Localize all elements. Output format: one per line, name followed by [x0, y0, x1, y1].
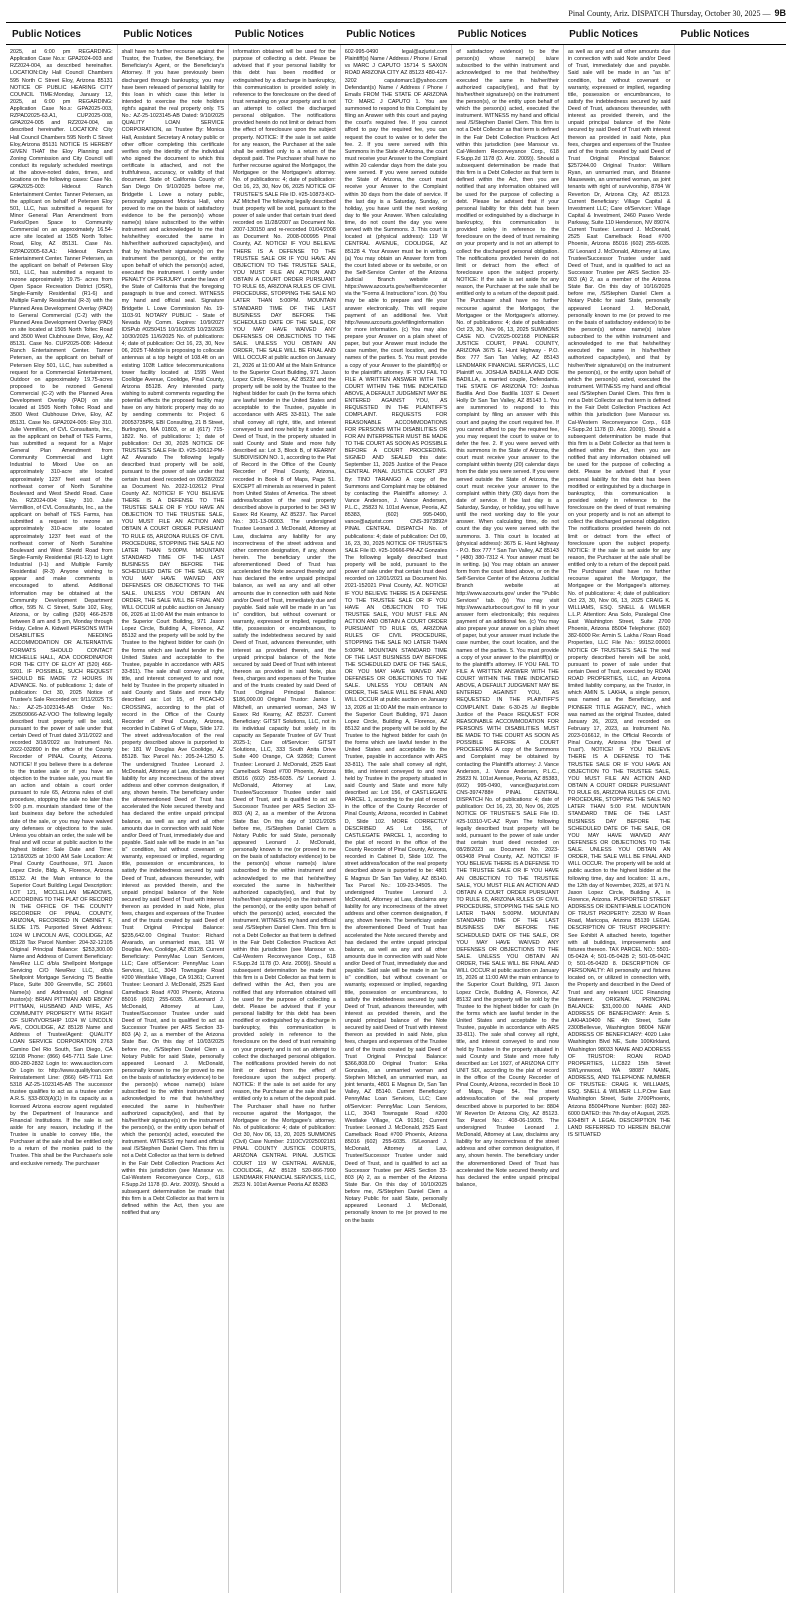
section-header: Public Notices: [6, 29, 117, 45]
section-header: Public Notices: [675, 29, 786, 45]
masthead: [6, 6, 786, 23]
section-header: Public Notices: [340, 29, 451, 45]
notice-column: 2025, at 6:00 pm REGARDING: Application Case No.s: GPA2024-003 and RZ2024-004, as described hereinafter. LOCATION:City Hall Council Chambers 595 North C Street Eloy, Arizona 85131 NOTICE OF PUBLIC HEARING CITY COUNCIL TIME:Monday, January 12, 2025, at 6:00 pm REGARDING: Application Case No.s: GPA2025-003, RZPAD2025-63.A1, CUP2025-008, GPA2024-005 and RZ2024-004, as described hereinafter. LOCATION: City Hall Council Chambers 595 North C Street Eloy,Arizona 85131 NOTICE IS HEREBY GIVEN THAT the Eloy Planning and Zoning Commission and City Council will conduct its regularly scheduled meetings at the above-noted dates, times, and locations on the following cases: Case No. GPA2025-003: Hideout Ranch Entertainment Center. Tanner Petersen, as the applicant on behalf of Petersen Eloy 501, LLC, has submitted a request for Minor General Plan Amendment from Parks/Open Space to Community Commercial on an approximately 16.54-acre site located at 1505 North Toltec Road, Eloy, AZ 85131. Case No. RZPAD2005-63.A1: Hideout Ranch Entertainment Center. Tanner Petersen, as the applicant on behalf of Petersen Eloy 501, LLC, has submitted a request to rezone approximately 19.75- acres from Open Space Recreation District (OSR), Single-Family Residential (R1-6) and Multiple Family Residential (R-3) with the Planned Area Development Overlay (PAD) to General Commercial (C-2) with the Planned Area Development Overlay (PAD) on site located at 1505 North Toltec Road and 3500 West Clubhouse Drive, Eloy, AZ 85131. Case No. CUP2025-008: Hideout Ranch Entertainment Center. Tanner Petersen, as the applicant on behalf of Petersen Eloy 501, LLC, has submitted a request for a Commercial Entertainment, Outdoor on approximately 19.75-acres proposed to be rezoned General Commercial (C-2) with the Planned Area Development Overlay (PAD) on site located at 1505 North Toltec Road and 3500 West Clubhouse Drive, Eloy, AZ 85131. Case No. GPA2024-005: Eloy 310. Julie Vermillion, of CVL Consultants, Inc., as the applicant on behalf of TES Farms, has submitted a request for a Major General Plan Amendment from Community Commercial and Light Industrial to Mixed Use on an approximately 310-acre site located approximately 1237 feet east of the northeast corner of North Sunshine Boulevard and West Shedd Road. Case No. RZ2024-004: Eloy 310. Julie Vermillion, of CVL Consultants, Inc., as the applicant on behalf of TES Farms, has submitted a request to rezone an approximately 310-acre site located approximately 1237 feet east of the northeast corner of North Sunshine Boulevard and West Shedd Road from Single-Family Residential (R1-12) to Light Industrial (I-1) and Multiple Family Residential (R-3) Anyone wishing to appear and make comments is encouraged to attend. Additional information may be obtained at the Community Development Department office, 595 N. C Street, Suite 102, Eloy, Arizona, or by calling (520) 466-2578 between 8 am and 5 pm, Monday through Friday. Celine A. Kidwell PERSONS WITH DISABILITIES NEEDING ACCOMMODATION OR ALTERNATIVE FORMATS SHOULD CONTACT MICHELLE HALL, ADA COORDINATOR FOR THE CITY OF ELOY AT (520) 466-9201. IF POSSIBLE, SUCH REQUEST SHOULD BE MADE 72 HOURS IN ADVANCE. No. of publications: 1; date of publication: Oct 30, 2025 Notice of Trustee's Sale Recorded on: 9/11/2025 TS No.: AZ-25-1023145-AB Order No.: 250509066-AZ-VOO The following legally described trust property will be sold, pursuant to the power of sale under that certain Deed of Trust dated 3/11/2022 and recorded 3/18/2022 as Instrument No. 2022-032890 in the office of the County Recorder of PINAL County, Arizona. NOTICE! If you believe there is a defense to the trustee sale or if you have an objection to the trustee sale, you must file an action and obtain a court order pursuant to rule 65, Arizona rules of civil procedure, stopping the sale no later than 5:00 p.m. mountain standard time of the last business day before the scheduled date of the sale, or you may have waived any defenses or objections to the sale. Unless you obtain an order, the sale will be final and will occur at public auction to the highest bidder: Sale Date and Time: 12/18/2025 at 10:00 AM Sale Location: At Pinal County Courthouse, 971 Jason Lopez Circle, Bldg. A, Florence, Arizona 85132. At the Main entrance to the Superior Court Building Legal Description: LOT 121, MCCLELLAN MEADOWS, ACCORDING TO THE PLAT OF RECORD IN THE OFFICE OF THE COUNTY RECORDER OF PINAL COUNTY, ARIZONA, RECORDED IN CABINET F, SLIDE 175. Purported Street Address: 1024 W LINCOLN AVE, COOLIDGE, AZ 85128 Tax Parcel Number: 204-32-12105 Original Principal Balance: $253,300.00 Name and Address of Current Beneficiary: NewRez LLC d/b/a Shellpoint Mortgage Servicing C/O NewRez LLC, d/b/a Shellpoint Mortgage Servicing 75 Beattie Place, Suite 300 Greenville, SC 29601 Name(s) and Address(s) of Original trustor(s): BRIAN PITTMAN AND EBONY PITTMAN, HUSBAND AND WIFE, AS COMMUNITY PROPERTY WITH RIGHT OF SURVIVORSHIP 1024 W LINCOLN AVE, COOLIDGE, AZ 85128 Name and Address of Trustee/Agent: QUALITY LOAN SERVICE CORPORATION 2763 Camino Del Rio South, San Diego, CA 92108 Phone: (866) 645-7711 Sale Line: 800-280-2832 Login to: www.auction.com Or Login to: http://www.qualityloan.com Reinstatement Line: (866) 645-7711 Ext 5318 AZ-25-1023145-AB The successor trustee qualifies to act as a trustee under A.R.S. §33-803(A)(1) in its capacity as a licensed Arizona escrow agent regulated by the Department of Insurance and Financial Institutions. If the sale is set aside for any reason, including if the Trustee is unable to convey title, the Purchaser at the sale shall be entitled only to a return of the monies paid to the Trustee. This shall be the Purchaser's sole and exclusive remedy. The purchaser: [6, 45, 118, 1593]
masthead-title: Pinal County, Ariz. DISPATCH Thursday, October 30, 2025 —: [568, 8, 771, 18]
notice-column: shall have no further recourse against the Trustor, the Trustee, the Beneficiary, the Beneficiary's Agent, or the Beneficiary's Attorney. If you have previously been discharged through bankruptcy, you may have been released of personal liability for this loan in which case this letter is intended to exercise the note holders right's against the real property only. TS No.: AZ-25-1023145-AB Dated: 9/10/2025 QUALITY LOAN SERVICE CORPORATION, as Trustee By: Monica Hall, Assistant Secretary A notary public or other officer completing this certificate verifies only the identity of the individual who signed the document to which this certificate is attached, and not the truthfulness, accuracy, or validity of that document. State of: California County of: San Diego On 9/10/2025 before me, Bridgette L Lowe a notary public, personally appeared Monica Hall, who proved to me on the basis of satisfactory evidence to be the person(s) whose name(s) is/are subscribed to the within instrument and acknowledged to me that he/she/they executed the same in his/her/their authorized capacity(ies), and that by his/her/their signature(s) on the instrument the person(s), or the entity upon behalf of which the person(s) acted, executed the instrument. I certify under PENALTY OF PERJURY under the laws of the State of California that the foregoing paragraph is true and correct. WITNESS my hand and official seal. Signature Bridgette L Lowe Commission No. 19-1103-91 NOTARY PUBLIC - State of Nevada My Comm. Expires: 10/9/2027 IDSPub #0250415 10/16/2025 10/23/2025 10/30/2025 11/6/2025 No. of publications: 4; date of publication: Oct 16, 23, 30, Nov 06, 2025 T-Mobile is proposing to collocate antennas at a top height of 108.4ft on an existing 103ft Lattice telecommunications tower facility located at 1595 West Coolidge Avenue, Coolidge, Pinal County, Arizona 85128. Any interested party wishing to submit comments regarding the potential effects the proposed facility may have on any historic property may do so by sending comments to: Project 6 20053735PR, EBI Consulting, 21 B Street, Burlington, MA 01803, or at (617) 715-1822. No. of publications: 1; date of publication: Oct 30, 2025 NOTICE OF TRUSTEE'S SALE File ID. #25-10612-PM-AZ Alvarado The following legally described trust property will be sold, pursuant to the power of sale under that certain trust deed recorded on 09/28/2022 as Document No. 2022-102612 Pinal County AZ. NOTICE! IF YOU BELIEVE THERE IS A DEFENSE TO THE TRUSTEE SALE OR IF YOU HAVE AN OBJECTION TO THE TRUSTEE SALE, YOU MUST FILE AN ACTION AND OBTAIN A COURT ORDER PURSUANT TO RULE 65, ARIZONA RULES OF CIVIL PROCEDURE, STOPPING THE SALE NO LATER THAN 5:00PM. MOUNTAIN STANDARD TIME OF THE LAST BUSINESS DAY BEFORE THE SCHEDULED DATE OF THE SALE, OR YOU MAY HAVE WAIVED ANY DEFENSES OR OBJECTIONS TO THE SALE. UNLESS YOU OBTAIN AN ORDER, THE SALE WILL BE FINAL AND WILL OCCUR at public auction on January 06, 2026 at 11:00 AM the main entrance to the Superior Court Building, 971 Jason Lopez Circle, Building A, Florence, AZ 85132 and the property will be sold by the Trustee to the highest bidder for cash (in the forms which are lawful tender in the United States and acceptable to the Trustee, payable in accordance with ARS 33-811). The sale shall convey all right, title, and interest conveyed to and now held by Trustee in the property situated in said County and State and more fully described as: Lot 15, of PICACHO CROSSING, according to the plat of record in the Office of the County Recorder of Pinal County, Arizona, recorded in Cabinet G of Maps, Slide 172. The street address/location of the real property described above is purported to be: 181 W Douglas Ave Coolidge, AZ 85128. Tax Parcel No.: 205-24-1250 5. The undersigned Trustee Leonard J. McDonald, Attorney at Law, disclaims any liability for any incorrectness of the street address and other common designation, if any, shown herein. The beneficiary under the aforementioned Deed of Trust has accelerated the Note secured thereby and has declared the entire unpaid principal balance, as well as any and all other amounts due in connection with said Note and/or Deed of Trust, immediately due and payable. Said sale will be made in an "as is" condition, but without covenant or warranty, expressed or implied, regarding title, possession or encumbrances, to satisfy the indebtedness secured by said Deed of Trust, advances thereunder, with interest as provided therein, and the unpaid principal balance of the Note secured by said Deed of Trust with interest thereon as provided in said Note, plus fees, charges and expenses of the Trustee and of the trusts created by said Deed of Trust Original Principal Balance: $235,642.00 Original Trustor: Richard Alvarado, an unmarried man, 181 W Douglas Ave, Coolidge, AZ 85128. Current Beneficiary: PennyMac Loan Services, LLC; Care of/Servicer: PennyMac Loan Services, LLC, 3043 Townsgate Road #200 Westlake Village, CA 91361; Current Trustee: Leonard J. McDonald, 2525 East Camelback Road #700 Phoenix, Arizona 85016 (602) 255-6035. /S/Leonard J. McDonald, Attorney at Law, Trustee/Successor Trustee under said Deed of Trust, and is qualified to act as Successor Trustee per ARS Section 33-803 (A) 2, as a member of the Arizona State Bar. On this day of 10/03/2025 before me, /S/Stephen Daniel Clem a Notary Public for said State, personally appeared Leonard J. McDonald, personally known to me (or proved to me on the basis of satisfactory evidence) to be the person(s) whose name(s) is/are subscribed to the within instrument and acknowledged to me that he/she/they executed the same in his/her/their authorized capacity(ies), and that by his/her/their signature(s) on the instrument the person(s), or the entity upon behalf of which the person(s) acted, executed the instrument. WITNESS my hand and official seal /S/Stephen Daniel Clem. This firm is not a Debt Collector as that term is defined in the Fair Debt Collection Practices Act within this jurisdiction (see Mansour vs. Cal-Western Reconveyance Corp., 618 F.Supp.2d 1178 (D. Ariz. 2009)). Should a subsequent determination be made that this firm is a Debt Collector as that term is defined within the Act, then you are notified that any: [118, 45, 230, 1593]
page-number: 9B: [774, 8, 786, 18]
section-header: Public Notices: [229, 29, 340, 45]
section-header: Public Notices: [452, 29, 563, 45]
notice-column: information obtained will be used for the purpose of collecting a debt. Please be advised that if your personal liability for this debt has been modified or extinguished by a discharge in bankruptcy, this communication is provided solely in reference to the foreclosure on the deed of trust remaining on your property and is not an attempt to collect the discharged personal obligation. The notifications provided herein do not limit or detract from the effect of foreclosure upon the subject property. NOTICE: If the sale is set aside for any reason, the Purchaser at the sale shall be entitled only to a return of the deposit paid. The Purchaser shall have no further recourse against the Mortgagor, the Mortgagee or the Mortgagee's attorney. No. of publications: 4; date of publication: Oct 16, 23, 30, Nov 06, 2025 NOTICE OF TRUSTEE'S SALE File ID. #25-10873-KO-AZ Mitchell The following legally described trust property will be sold, pursuant to the power of sale under that certain trust deed recorded on 11/28/2007 as Document No. 2007-130150 and re-recorded 01/04/2008 as Document No. 2008-000995 Pinal County, AZ. NOTICE! IF YOU BELIEVE THERE IS A DEFENSE TO THE TRUSTEE SALE OR IF YOU HAVE AN OBJECTION TO THE TRUSTEE SALE, YOU MUST FILE AN ACTION AND OBTAIN A COURT ORDER PURSUANT TO RULE 65, ARIZONA RULES OF CIVIL PROCEDURE, STOPPING THE SALE NO LATER THAN 5:00PM. MOUNTAIN STANDARD TIME OF THE LAST BUSINESS DAY BEFORE THE SCHEDULED DATE OF THE SALE, OR YOU MAY HAVE WAIVED ANY DEFENSES OR OBJECTIONS TO THE SALE. UNLESS YOU OBTAIN AN ORDER, THE SALE WILL BE FINAL AND WILL OCCUR at public auction on January 21, 2026 at 11:00 AM at the Main Entrance to the Superior Court Building, 971 Jason Lopez Circle, Florence, AZ 85232 and the property will be sold by the Trustee to the highest bidder for cash (in the forms which are lawful tender in the United States and acceptable to the Trustee, payable in accordance with ARS 33-811). The sale shall convey all right, title, and interest conveyed to and now held by it under said Deed of Trust, in the property situated in said County and State and more fully described as: Lot 3, Block B, of KEARNY SUBDIVISION NO. 1, according to the Plat of Record in the Office of the County Recorder of Pinal County, Arizona, recorded in Book 8 of Maps, Page 51. EXCEPT all minerals as reserved in patent from United States of America. The street address/location of the real property described above is purported to be: 343 W Essex Rd Kearny, AZ 85237. Tax Parcel No.: 301-13-06003. The undersigned Trustee Leonard J. McDonald, Attorney at Law, disclaims any liability for any incorrectness of the street address and other common designation, if any, shown herein. The beneficiary under the aforementioned Deed of Trust has accelerated the Note secured thereby and has declared the entire unpaid principal balance, as well as any and all other amounts due in connection with said Note and/or Deed of Trust, immediately due and payable. Said sale will be made in an "as is" condition, but without covenant or warranty, expressed or implied, regarding title, possession or encumbrances, to satisfy the indebtedness secured by said Deed of Trust, advances thereunder, with interest as provided therein, and the unpaid principal balance of the Note secured by said Deed of Trust with interest thereon as provided in said Note, plus fees, charges and expenses of the Trustee and of the trusts created by said Deed of Trust Original Principal Balance: $186,000.00 Original Trustor: Janice L Mitchell, an unmarried woman, 343 W Essex Rd Kearny, AZ 85237. Current Beneficiary: GITSIT Solutions, LLC, not in its individual capacity but solely in its capacity as Separate Trustee of GV Trust 2025-1; Care of/Servicer: GITSIT Solutions, LLC, 333 South Anita Drive Suite 400 Orange, CA 92868; Current Trustee: Leonard J. McDonald, 2525 East Camelback Road #700 Phoenix, Arizona 85016 (602) 255-6035. /S/ Leonard J. McDonald, Attorney at Law, Trustee/Successor Trustee under said Deed of Trust, and is qualified to act as Successor Trustee per ARS Section 33-803 (A) 2, as a member of the Arizona State Bar. On this day of 10/21/2025 before me, /S/Stephen Daniel Clem a Notary Public for said State, personally appeared Leonard J. McDonald, personally known to me (or proved to me on the basis of satisfactory evidence) to be the person(s) whose name(s) is/are subscribed to the within instrument and acknowledged to me that he/she/they executed the same in his/her/their authorized capacity(ies), and that by his/her/their signature(s) on the instrument the person(s), or the entity upon behalf of which the person(s) acted, executed the instrument. WITNESS my hand and official seal /S/Stephen Daniel Clem. This firm is not a Debt Collector as that term is defined in the Fair Debt Collection Practices Act within this jurisdiction (see Mansour vs. Cal-Western Reconveyance Corp., 618 F.Supp.2d 1178 (D. Ariz. 2009)). Should a subsequent determination be made that this firm is a Debt Collector as that term is defined within the Act, then you are notified that any information obtained will be used for the purpose of collecting a debt. Please be advised that if your personal liability for this debt has been modified or extinguished by a discharge in bankruptcy, this communication is provided solely in reference to the foreclosure on the deed of trust remaining on your property and is not an attempt to collect the discharged personal obligation. The notifications provided herein do not limit or detract from the effect of foreclosure upon the subject property. NOTICE: If the sale is set aside for any reason, the Purchaser at the sale shall be entitled only to a return of the deposit paid. The Purchaser shall have no further recourse against the Mortgagor, the Mortgagee or the Mortgagee's attorney. No. of publications: 4; date of publication: Oct 30, Nov 06, 13, 20, 2025 SUMMONS (Civil) Case Number: 2110CV2025002181 PINAL COUNTY JUSTICE COURTS, ARIZONA CENTRAL PINAL JUSTICE COURT 119 W CENTRAL AVENUE, COOLIDGE, AZ 85128 520-866-7900 LENDMARK FINANCIAL SERVICES, LLC, 2523 N. 101st Avenue Peoria AZ 85383: [229, 45, 341, 1593]
section-header: Public Notices: [563, 29, 674, 45]
notice-columns: [6, 45, 786, 1593]
section-header: Public Notices: [117, 29, 228, 45]
notice-column: of satisfactory evidence) to be the person(s) whose name(s) is/are subscribed to the within instrument and acknowledged to me that he/she/they executed the same in his/her/their authorized capacity(ies), and that by his/her/their signature(s) on the instrument the person(s), or the entity upon behalf of which the person(s) acted, executed the instrument. WITNESS my hand and official seal /S/Stephen Daniel Clem. This firm is not a Debt Collector as that term is defined in the Fair Debt Collection Practices Act within this jurisdiction (see Mansour vs. Cal-Western Reconveyance Corp., 618 F.Supp.2d 1178 (D. Ariz. 2009)). Should a subsequent determination be made that this firm is a Debt Collector as that term is defined within the Act, then you are notified that any information obtained will be used for the purpose of collecting a debt. Please be advised that if your personal liability for this debt has been modified or extinguished by a discharge in bankruptcy, this communication is provided solely in reference to the foreclosure on the deed of trust remaining on your property and is not an attempt to collect the discharged personal obligation. The notifications provided herein do not limit or detract from the effect of foreclosure upon the subject property. NOTICE: If the sale is set aside for any reason, the Purchaser at the sale shall be entitled only to a return of the deposit paid. The Purchaser shall have no further recourse against the Mortgagor, the Mortgagee or the Mortgagee's attorney. No. of publications: 4; date of publication: Oct 23, 30, Nov 06, 13, 2025 SUMMONS CASE NO. CV2025-002168 PIONEER JUSTICE COURT, PINAL COUNTY, ARIZONA 3675 E. Hunt Highway - P.O. Box 777 San Tan Valley, AZ 85143 LENDMARK FINANCIAL SERVICES, LLC Plaintiff vs. JOSHUA BADILLA AND DOE BADILLA, a married couple, Defendants. THE STATE OF ARIZONA TO: Joshua Badilla And Doe Badilla 1037 E Desert Holly Dr San Tan Valley, AZ 85143 1. You are summoned to respond to this complaint by filing an answer with this court and paying the court required fee. If you cannot afford to pay the required fee, you may request the court to waive or to defer the fee. 2. If you were served with this summons in the State of Arizona, the court must receive your answer to the complaint within twenty (20) calendar days from the date you were served. If you were served outside the State of Arizona, the court must receive your answer to the complaint within thirty (30) days from the date of service. If the last day is a Saturday, Sunday, or holiday, you will have until the next working day to file your answer. When calculating time, do not count the day you were served with the summons. 3. This court is located at (physical address): 3675 E. Hunt Highway - P.O. Box 777 * San Tan Valley, AZ 85143 * (480) 380-7312 4. Your answer must be in writing. (a) You may obtain an answer form from the court listed above, or on the Self-Service Center of the Arizona Judicial Branch website at http://www.azcourts.gov/ under the "Public Services" tab. (b) You may visit http://www.azturbocourt.gov/ to fill in your answer form electronically; this requires payment of an additional fee. (c) You may also prepare your answer on a plain sheet of paper, but your answer must include the case number, the court location, and the names of the parties. 5. You must provide a copy of your answer to the plaintiff(s) or to the plaintiff's attorney. IF YOU FAIL TO FILE A WRITTEN ANSWER WITH THE COURT WITHIN THE TIME INDICATED ABOVE, A DEFAULT JUDGMENT MAY BE ENTERED AGAINST YOU, AS REQUESTED IN THE PLAINTIFF'S COMPLAINT. Date: 6-30-25 /s/ illegible Justice of the Peace REQUEST FOR REASONABLE ACCOMMODATION FOR PERSONS WITH DISABILITIES MUST BE MADE TO THE COURT AS SOON AS POSSIBLE BEFORE A COURT PROCEEDING A copy of the Summons and Complaint may be obtained by contacting the Plaintiff's attorney: J. Vance Anderson, J. Vance Andersen, P.L.C., 25823 N. 101st Avenue, Peoria, AZ 85383, (602) 995-0490, vance@azjurist.com CNS-3974788# PINAL CENTRAL DISPATCH No. of publications: 4; date of publication: Oct 16, 23, 30, Nov 06, 2025 NOTICE OF TRUSTEE'S SALE File ID. #25-10310-VC-AZ Ryan The following legally described trust property will be sold, pursuant to the power of sale under that certain trust deed recorded on 08/28/2023 as Document No. 2023-063408 Pinal County, AZ. NOTICE! IF YOU BELIEVE THERE IS A DEFENSE TO THE TRUSTEE SALE OR IF YOU HAVE AN OBJECTION TO THE TRUSTEE SALE, YOU MUST FILE AN ACTION AND OBTAIN A COURT ORDER PURSUANT TO RULE 65, ARIZONA RULES OF CIVIL PROCEDURE, STOPPING THE SALE NO LATER THAN 5:00PM. MOUNTAIN STANDARD TIME OF THE LAST BUSINESS DAY BEFORE THE SCHEDULED DATE OF THE SALE, OR YOU MAY HAVE WAIVED ANY DEFENSES OR OBJECTIONS TO THE SALE. UNLESS YOU OBTAIN AN ORDER, THE SALE WILL BE FINAL AND WILL OCCUR at public auction on January 15, 2026 at 11:00 AM the main entrance to the Superior Court Building, 971 Jason Lopez Circle, Building A, Florence, AZ 85132 and the property will be sold by the Trustee to the highest bidder for cash (in the forms which are lawful tender in the United States and acceptable to the Trustee, payable in accordance with ARS 33-811). The sale shall convey all right, title, and interest conveyed to and now held by Trustee in the property situated in said County and State and more fully described as: Lot 1927, of ARIZONA CITY UNIT SIX, according to the plat of record in the office of the County Recorder of Pinal County, Arizona, recorded in Book 10 of Maps, Page 54.. The street address/location of the real property described above is purported to be: 8804 W Reverton Dr Arizona City, AZ 85123. Tax Parcel No.: 408-06-19005. The undersigned Trustee Leonard J. McDonald, Attorney at Law, disclaims any liability for any incorrectness of the street address and other common designation, if any, shown herein. The beneficiary under the aforementioned Deed of Trust has accelerated the Note secured thereby and has declared the entire unpaid principal balance,: [452, 45, 564, 1593]
notice-column: 602-995-0490 legal@azjurist.com Plaintiff(s) Name / Address / Phone / Email vs MARC J CAPUTO 15714 S SAXON ROAD ARIZONA CITY AZ 85123 480-417-3202 caputomarc1@yahoo.com Defendant(s) Name / Address / Phone / Emails FROM THE STATE OF ARIZONA TO: MARC J CAPUTO 1. You are summoned to respond to this Complaint by filing an Answer with this court and paying the court's required fee. If you cannot afford to pay the required fee, you can request the court to waive or to defer the fee. 2. If you were served with this Summons in the State of Arizona, the court must receive your Answer to the Complaint within 20 calendar days from the date you were served. If you were served outside the State of Arizona, the court must receive your Answer to the Complaint within 30 days from the date of service. If the last day is a Saturday, Sunday, or holiday, you have until the next working day to file your Answer. When calculating time, do not count the day you were served with the Summons. 3. This court is located at (physical address): 119 W CENTRAL AVENUE, COOLIDGE, AZ 85128 4. Your Answer must be in writing. (a) You may obtain an Answer form from the court listed above or its website, or on the Self-Service Center of the Arizona Judicial Branch website at https://www.azcourts.gov/selfservicecenter via the "Forms & Instructions" icon. (b) You may be able to prepare and file your answer electronically. This will require payment of an additional fee. Visit http://www.azcourts.gov/efilinginformation for more information. (c) You may also prepare your Answer on a plain sheet of paper, but your Answer must include the case number, the court location, and the names of the parties. 5. You must provide a copy of your Answer to the plaintiff(s) or to the plaintiff's attorney. IF YOU FAIL TO FILE A WRITTEN ANSWER WITH THE COURT WITHIN THE TIME INDICATED ABOVE, A DEFAULT JUDGMENT MAY BE ENTERED AGAINST YOU, AS REQUESTED IN THE PLAINTIFF'S COMPLAINT. REQUESTS FOR REASONABLE ACCOMMODATIONS FOR PERSONS WITH DISABILITIES OR FOR AN INTERPRETER MUST BE MADE TO THE COURT AS SOON AS POSSIBLE BEFORE A COURT PROCEEDING. SIGNED AND SEALED this date: September 11, 2025 Justice of the Peace CENTRAL PINAL JUSTICE COURT JP3 By: TINO TARANGO A copy of the Summons and Complaint may be obtained by contacting the Plaintiff's attorney: J. Vance Anderson, J. Vance Andersen, P.L.C., 25823 N. 101st Avenue, Peoria, AZ 85383, (602) 995-0490, vance@azjurist.com CNS-3973892# PINAL CENTRAL DISPATCH No. of publications: 4; date of publication: Oct 09, 16, 23, 30, 2025 NOTICE OF TRUSTEE'S SALE File ID. #25-10666-PM-AZ Gonzales The following legally described trust property will be sold, pursuant to the power of sale under that certain trust deed recorded on 12/01/2021 as Document No. 2021-152021 Pinal County, AZ. NOTICE! IF YOU BELIEVE THERE IS A DEFENSE TO THE TRUSTEE SALE OR IF YOU HAVE AN OBJECTION TO THE TRUSTEE SALE, YOU MUST FILE AN ACTION AND OBTAIN A COURT ORDER PURSUANT TO RULE 65, ARIZONA RULES OF CIVIL PROCEDURE, STOPPING THE SALE NO LATER THAN 5:00PM. MOUNTAIN STANDARD TIME OF THE LAST BUSINESS DAY BEFORE THE SCHEDULED DATE OF THE SALE, OR YOU MAY HAVE WAIVED ANY DEFENSES OR OBJECTIONS TO THE SALE. UNLESS YOU OBTAIN AN ORDER, THE SALE WILL BE FINAL AND WILL OCCUR at public auction on January 13, 2026 at 11:00 AM the main entrance to the Superior Court Building, 971 Jason Lopez Circle, Building A, Florence, AZ 85132 and the property will be sold by the Trustee to the highest bidder for cash (in the forms which are lawful tender in the United States and acceptable to the Trustee, payable in accordance with ARS 33-811). The sale shall convey all right, title, and interest conveyed to and now held by Trustee in the property situated in said County and State and more fully described as: Lot 156, of CASTLEGATE PARCEL 1, according to the plat of record in the office of the County Recorder of Pinal County, Arizona, recorded in Cabinet D, Slide 102. MORE CORRECTLY DESCRIBED AS Lot 156, of CASTLEGATE PARCEL 1, according to the plat of record in the office of the County Recorder of Pinal County, Arizona, recorded in Cabinet D, Slide 102. The street address/location of the real property described above is purported to be: 4801 E Magnus Dr San Tan Valley, AZ 85140. Tax Parcel No.: 109-23-34505. The undersigned Trustee Leonard J. McDonald, Attorney at Law, disclaims any liability for any incorrectness of the street address and other common designation, if any, shown herein. The beneficiary under the aforementioned Deed of Trust has accelerated the Note secured thereby and has declared the entire unpaid principal balance, as well as any and all other amounts due in connection with said Note and/or Deed of Trust, immediately due and payable. Said sale will be made in an "as is" condition, but without covenant or warranty, expressed or implied, regarding title, possession or encumbrances, to satisfy the indebtedness secured by said Deed of Trust, advances thereunder, with interest as provided therein, and the unpaid principal balance of the Note secured by said Deed of Trust with interest thereon as provided in said Note, plus fees, charges and expenses of the Trustee and of the trusts created by said Deed of Trust Original Principal Balance: $366,808.00 Original Trustor: Erika Gonzales, an unmarried woman and Stephen Mitchell, an unmarried man, as joint tenants, 4801 E Magnus Dr, San Tan Valley, AZ 85140. Current Beneficiary: PennyMac Loan Services, LLC; Care of/Servicer: PennyMac Loan Services, LLC, 3043 Townsgate Road #200 Westlake Village, CA 91361; Current Trustee: Leonard J. McDonald, 2525 East Camelback Road #700 Phoenix, Arizona 85016 (602) 255-6035. /S/Leonard J. McDonald, Attorney at Law, Trustee/Successor Trustee under said Deed of Trust, and is qualified to act as Successor Trustee per ARS Section 33-803 (A) 2, as a member of the Arizona State Bar. On this day of 10/10/2025 before me, /S/Stephen Daniel Clem a Notary Public for said State, personally appeared Leonard J. McDonald, personally known to me (or proved to me on the basis: [341, 45, 453, 1593]
section-headers: [6, 29, 786, 45]
notice-column: [675, 45, 786, 1593]
notice-column: as well as any and all other amounts due in connection with said Note and/or Deed of Trust, immediately due and payable. Said sale will be made in an "as is" condition, but without covenant or warranty, expressed or implied, regarding title, possession or encumbrances, to satisfy the indebtedness secured by said Deed of Trust, advances thereunder, with interest as provided therein, and the unpaid principal balance of the Note secured by said Deed of Trust with interest thereon as provided in said Note, plus fees, charges and expenses of the Trustee and of the trusts created by said Deed of Trust Original Principal Balance: $257244.00 Original Trustor: William Ryan, an unmarried man, and Brianne Mausewein, an unmarried woman, as joint tenants with right of survivorship, 8784 W Reverton Dr, Arizona City, AZ 85123. Current Beneficiary: Village Capital & Investment LLC; Care of/Servicer: Village Capital & Investment, 2460 Paseo Verde Parkway, Suite 110 Henderson, NV 89074. Current Trustee: Leonard J. McDonald, 2525 East Camelback Road #700 Phoenix, Arizona 85016 (602) 255-6035. /S/ Leonard J. McDonald, Attorney at Law, Trustee/Successor Trustee under said Deed of Trust, and is qualified to act as Successor Trustee per ARS Section 33-803 (A) 2, as a member of the Arizona State Bar. On this day of 10/16/2025 before me, /S/Stephen Daniel Clem a Notary Public for said State, personally appeared Leonard J. McDonald, personally known to me (or proved to me on the basis of satisfactory evidence) to be the person(s) whose name(s) is/are subscribed to the within instrument and acknowledged to me that he/she/they executed the same in his/her/their authorized capacity(ies), and that by his/her/their signature(s) on the instrument the person(s), or the entity upon behalf of which the person(s) acted, executed the instrument. WITNESS my hand and official seal /S/Stephen Daniel Clem. This firm is not a Debt Collector as that term is defined in the Fair Debt Collection Practices Act within this jurisdiction (see Mansour vs. Cal-Western Reconveyance Corp., 618 F.Supp.2d 1178 (D. Ariz. 2009)). Should a subsequent determination be made that this firm is a Debt Collector as that term is defined within the Act, then you are notified that any information obtained will be used for the purpose of collecting a debt. Please be advised that if your personal liability for this debt has been modified or extinguished by a discharge in bankruptcy, this communication is provided solely in reference to the foreclosure on the deed of trust remaining on your property and is not an attempt to collect the discharged personal obligation. The notifications provided herein do not limit or detract from the effect of foreclosure upon the subject property. NOTICE: If the sale is set aside for any reason, the Purchaser at the sale shall be entitled only to a return of the deposit paid. The Purchaser shall have no further recourse against the Mortgagor, the Mortgagee or the Mortgagee's attorney. No. of publications: 4; date of publication: Oct 23, 30, Nov 06, 13, 2025 CRAIG K. WILLIAMS, ESQ. SNELL & WILMER L.L.P. Attention: Ana Solo, Paralegal One East Washington Street, Suite 2700 Phoenix, Arizona 85004 Telephone: (602) 382-6000 Re: Armin S. Lakha / Roan Road Properties, LLC File No.: 99152.00001 NOTICE OF TRUSTEE'S SALE The real property described herein will be sold, pursuant to power of sale under that certain Deed of Trust, executed by ROAN ROAD PROPERTIES, LLC, an Arizona limited liability company, as the Trustor, in which AMIN S. LAKHA, a single person, was named as the Beneficiary, and PIONEER TITLE AGENCY, INC., which was named as the original Trustee, dated January 26, 2023, and recorded on February 17, 2023, as Instrument No. 2023-016612, in the Official Records of Pinal County, Arizona (the "Deed of Trust"). NOTICE! IF YOU BELIEVE THERE IS A DEFENSE TO THE TRUSTEE SALE OR IF YOU HAVE AN OBJECTION TO THE TRUSTEE SALE, YOU MUST FILE AN ACTION AND OBTAIN A COURT ORDER PURSUANT TO RULE 65, ARIZONA RULES OF CIVIL PROCEDURE, STOPPING THE SALE NO LATER THAN 5:00 P.M. MOUNTAIN STANDARD TIME OF THE LAST BUSINESS DAY BEFORE THE SCHEDULED DATE OF THE SALE, OR YOU MAY HAVE WAIVED ANY DEFENSES OR OBJECTIONS TO THE SALE. UNLESS YOU OBTAIN AN ORDER, THE SALE WILL BE FINAL AND WILL OCCUR. The property will be sold at public auction to the highest bidder at the following time, day and location: 11 a.m., the 12th day of November, 2025, at 971 N. Jason Lopez Circle, Building A, in Florence, Arizona. PURPORTED STREET ADDRESS OR IDENTIFIABLE LOCATION OF TRUST PROPERTY: 22530 W Roan Road, Maricopa, Arizona 85139 LEGAL DESCRIPTION OF TRUST PROPERTY: See Exhibit A attached hereto, together with all buildings, improvements and fixtures thereon. TAX PARCEL NO.: 5501-05-042A 4; 501-05-042B 2; 501-05-042C 0; 501-05-042D 8. DESCRIPTION OF PERSONALTY: All personalty and fixtures located on, or utilized in connection with, the Property and described in the Deed of Trust and any relevant UCC Financing Statement. ORIGINAL PRINCIPAL BALANCE: $31,000.00 NAME AND ADDRESS OF BENEFICIARY: Amin S. LAKHA10400 NE 4th Street, Suite 2300Bellevue, Washington 98004 NEW ADDRESS OF BENEFICIARY: 4020 Lake Washington Blvd NE, Suite 100Kirkland, Washington 98033 NAME AND ADDRESS OF TRUSTOR: ROAN ROAD PROPERTIES, LLC822 15th Street SWLynnwood, WA 98087 NAME, ADDRESS, AND TELEPHONE NUMBER OF TRUSTEE: CRAIG K. WILLIAMS, ESQ. SNELL & WILMER L.L.P.One East Washington Street, Suite 2700Phoenix, Arizona 85004Phone Number: (602) 382-6000 DATED: this 7th day of August, 2025. EXHIBIT A LEGAL DESCRIPTION THE LAND REFERRED TO HEREIN BELOW IS SITUATED: [564, 45, 676, 1593]
